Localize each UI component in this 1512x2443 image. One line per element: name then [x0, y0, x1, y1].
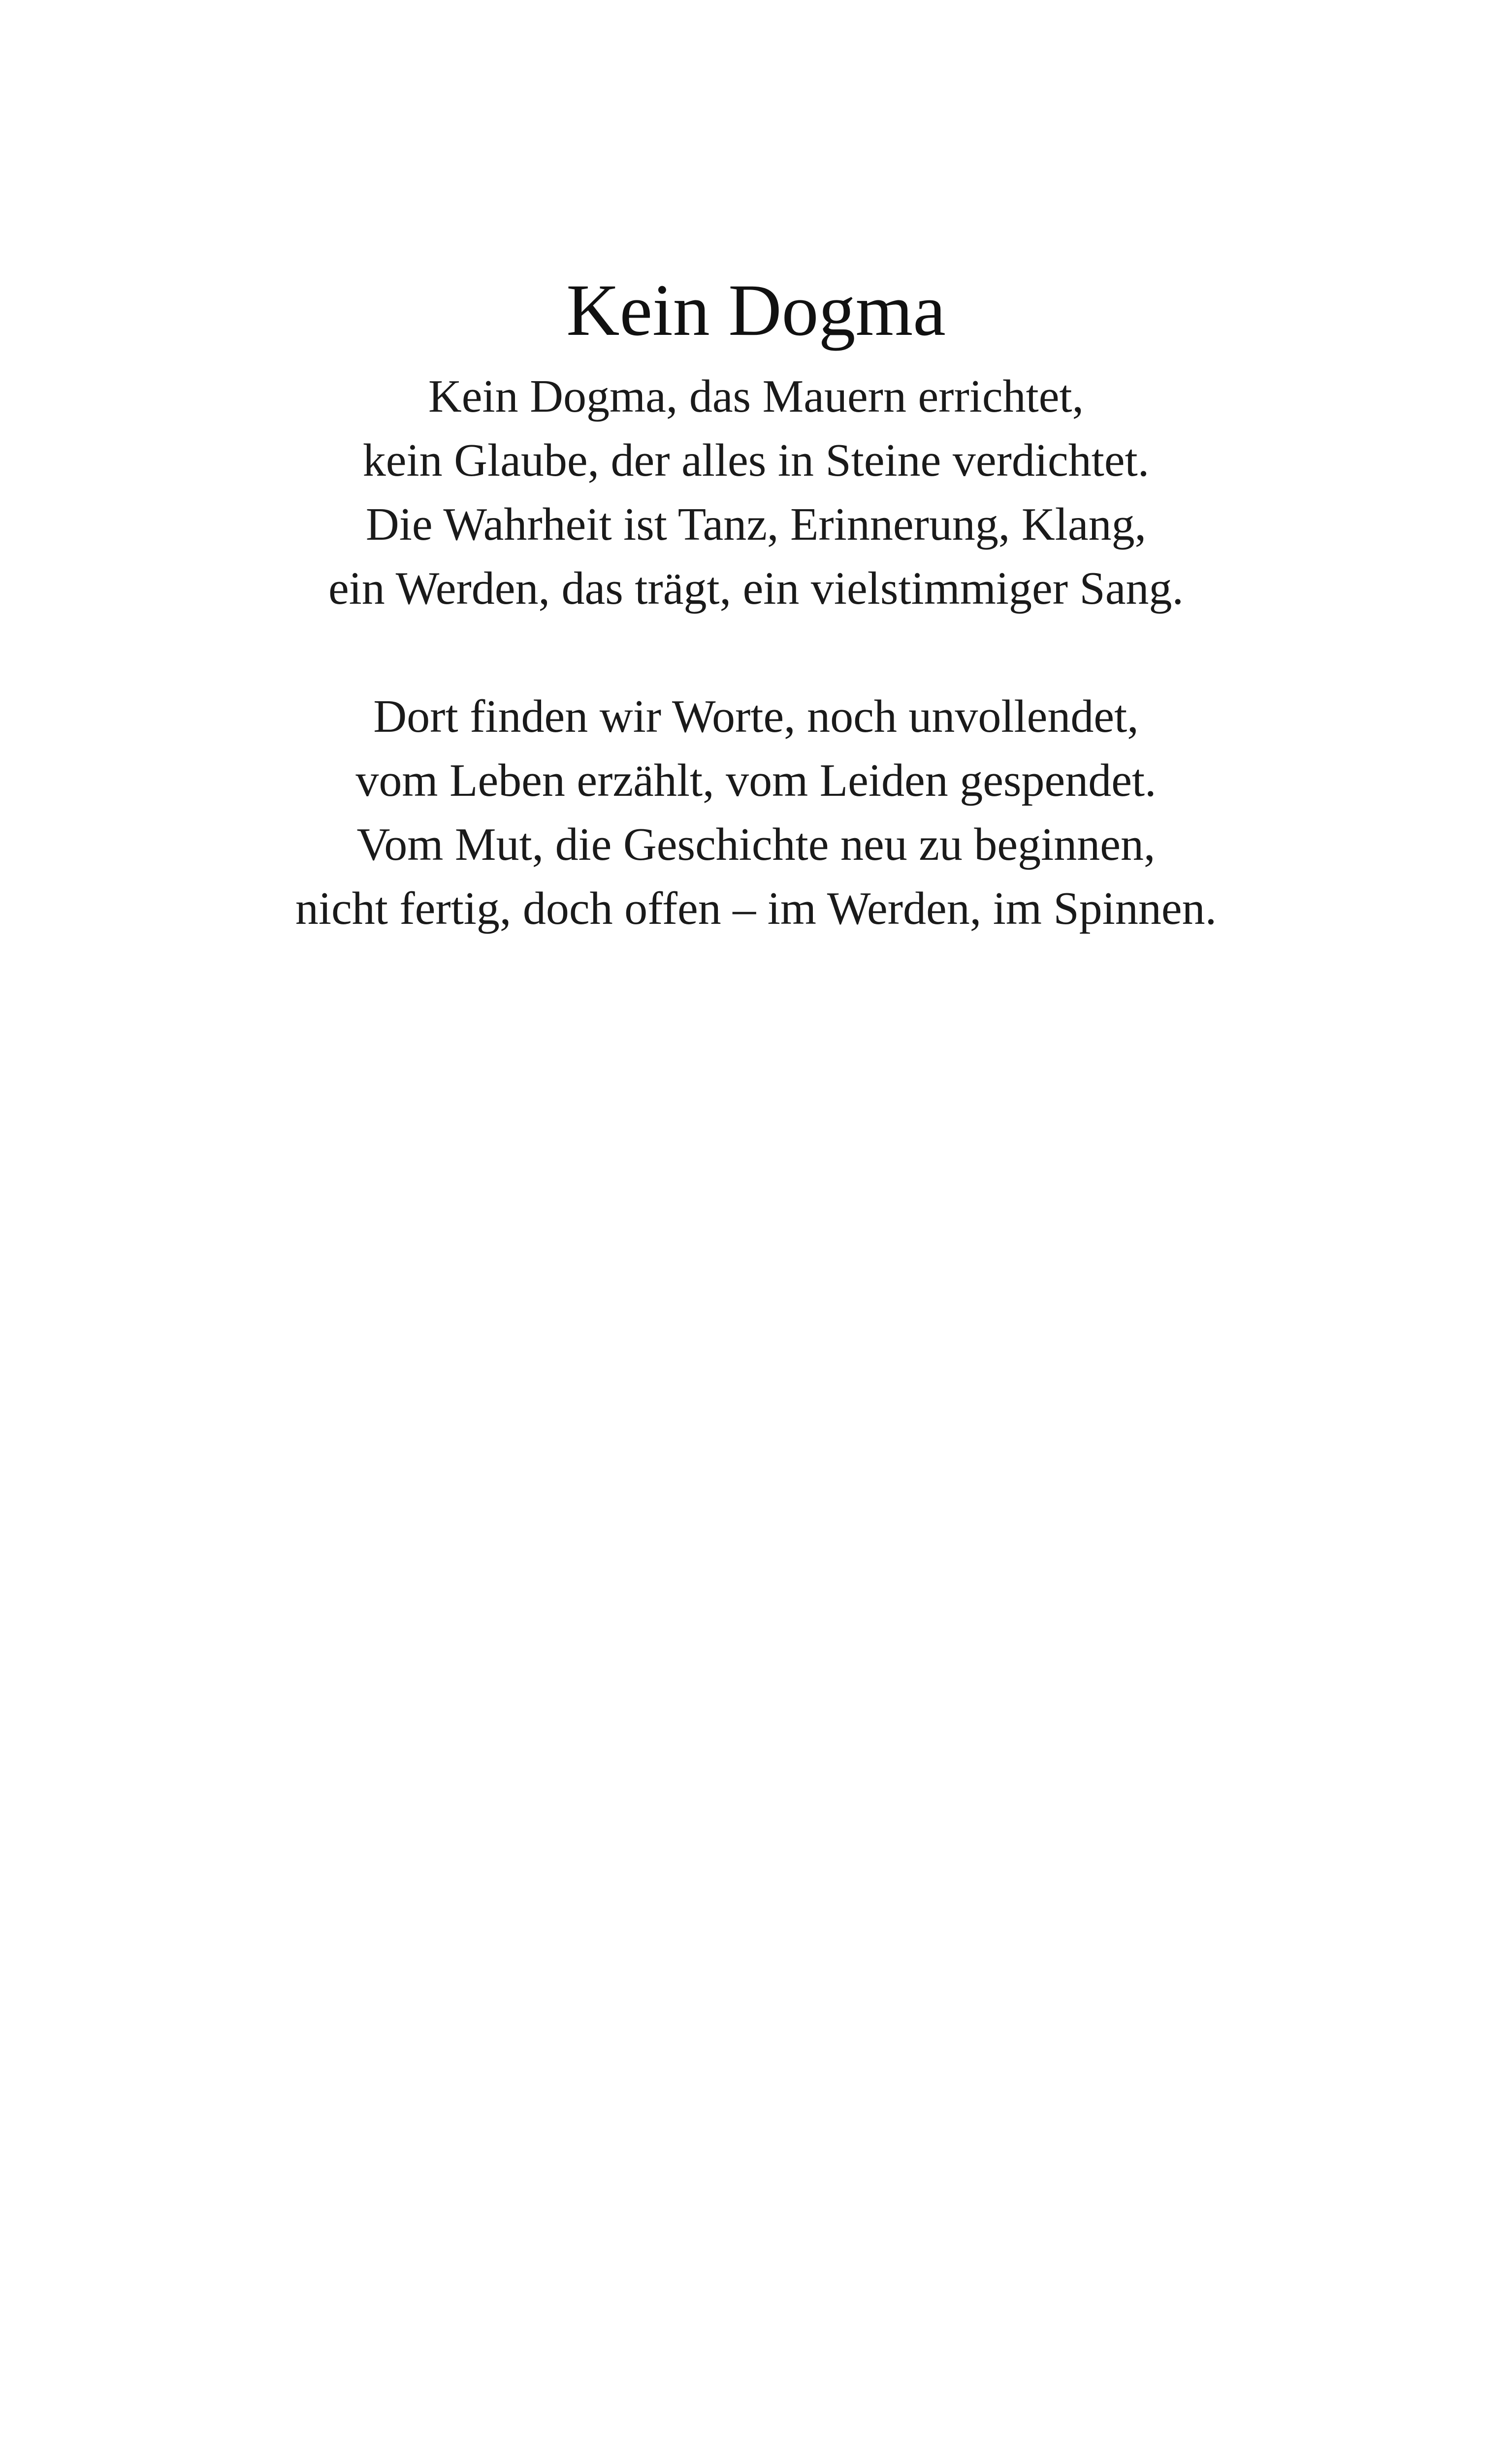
poem-line: vom Leben erzählt, vom Leiden gespendet.	[355, 755, 1157, 806]
poem-line: kein Glaube, der alles in Steine verdichtet.	[362, 435, 1150, 486]
poem-title: Kein Dogma	[566, 269, 946, 351]
poem-line: ein Werden, das trägt, ein vielstimmiger Sang.	[328, 563, 1184, 614]
poem-line: Vom Mut, die Geschichte neu zu beginnen,	[356, 819, 1156, 870]
poem-line: Kein Dogma, das Mauern errichtet,	[428, 371, 1084, 422]
poem-line: Die Wahrheit ist Tanz, Erinnerung, Klang,	[365, 499, 1147, 550]
stanza-1	[0, 364, 1512, 620]
poem-line: Dort finden wir Worte, noch unvollendet,	[373, 691, 1139, 742]
poem-line: nicht fertig, doch offen – im Werden, im Spinnen.	[295, 883, 1217, 934]
stanza-2	[0, 684, 1512, 941]
poem	[0, 266, 1512, 941]
